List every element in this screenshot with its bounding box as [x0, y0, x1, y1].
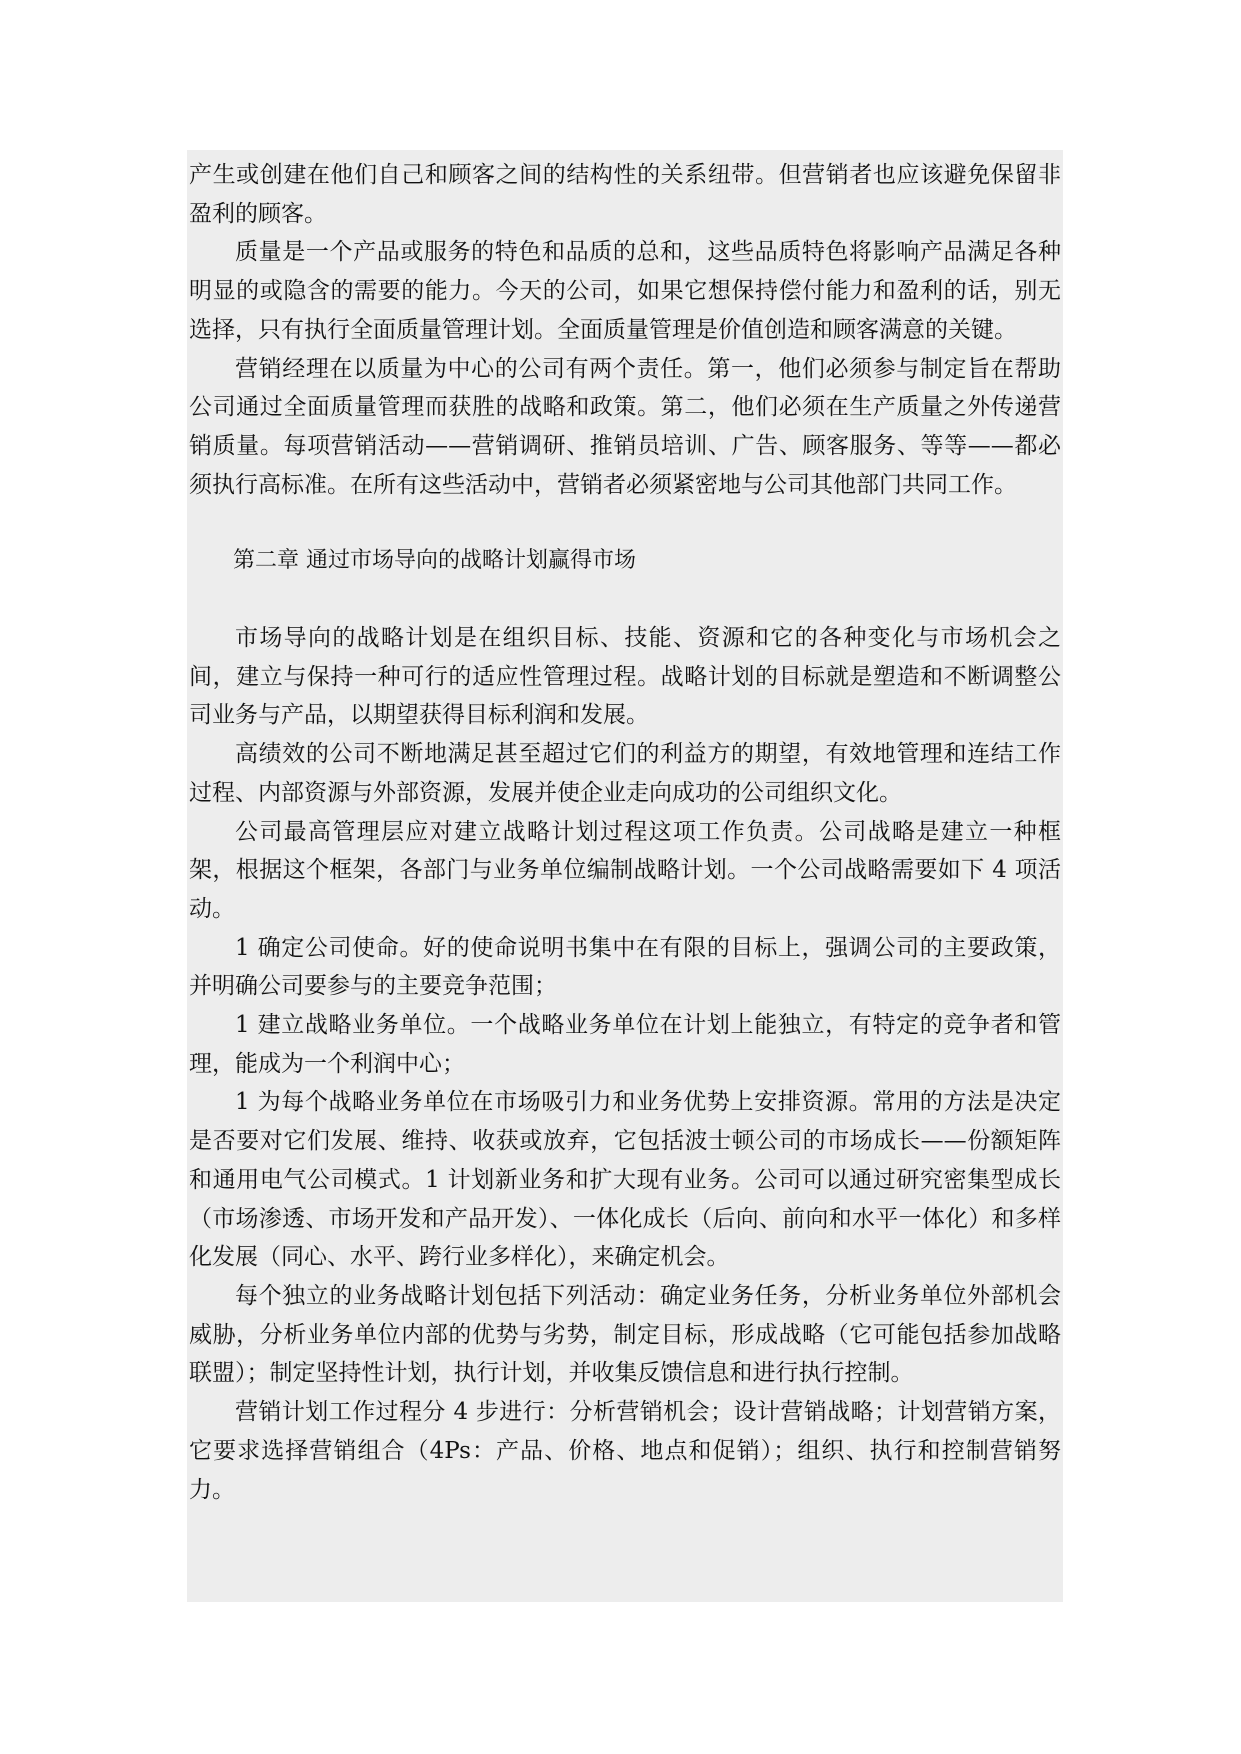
paragraph-marketing-manager-duties: 营销经理在以质量为中心的公司有两个责任。第一，他们必须参与制定旨在帮助公司通过全面质量管理而获胜的战略和政策。第二，他们必须在生产质量之外传递营销质量。每项营销活动——营销调研、推销员培训、广告、顾客服务、等等——都必须执行高标准。在所有这些活动中，营销者必须紧密地与公司其他部门共同工作。 [189, 355, 1061, 498]
paragraph-strategic-planning: 市场导向的战略计划是在组织目标、技能、资源和它的各种变化与市场机会之间，建立与保持一种可行的适应性管理过程。战略计划的目标就是塑造和不断调整公司业务与产品，以期望获得目标利润和发展。 [189, 625, 1061, 729]
chapter-title: 第二章 通过市场导向的战略计划赢得市场 [233, 548, 636, 574]
paragraph-corporate-strategy: 公司最高管理层应对建立战略计划过程这项工作负责。公司战略是建立一种框架，根据这个框架，各部门与业务单位编制战略计划。一个公司战略需要如下 4 项活动。 [189, 818, 1061, 922]
paragraph-quality-definition: 质量是一个产品或服务的特色和品质的总和，这些品质特色将影响产品满足各种明显的或隐含的需要的能力。今天的公司，如果它想保持偿付能力和盈利的话，别无选择，只有执行全面质量管理计划。全面质量管理是价值创造和顾客满意的关键。 [189, 239, 1061, 343]
paragraph-allocate-resources: 1 为每个战略业务单位在市场吸引力和业务优势上安排资源。常用的方法是决定是否要对它们发展、维持、收获或放弃，它包括波士顿公司的市场成长——份额矩阵和通用电气公司模式。1 计划新业务和扩大现有业务。公司可以通过研究密集型成长（市场渗透、市场开发和产品开发）、一体化成长（后向、前向和水平一体化）和多样化发展（同心、水平、跨行业多样化），来确定机会。 [189, 1089, 1061, 1271]
paragraph-high-performance-company: 高绩效的公司不断地满足甚至超过它们的利益方的期望，有效地管理和连结工作过程、内部资源与外部资源，发展并使企业走向成功的公司组织文化。 [189, 741, 1061, 806]
paragraph-strategic-business-units: 1 建立战略业务单位。一个战略业务单位在计划上能独立，有特定的竞争者和管理，能成为一个利润中心； [189, 1012, 1061, 1077]
paragraph-business-strategy-plan: 每个独立的业务战略计划包括下列活动：确定业务任务，分析业务单位外部机会威胁，分析业务单位内部的优势与劣势，制定目标，形成战略（它可能包括参加战略联盟）；制定坚持性计划，执行计划，并收集反馈信息和进行执行控制。 [189, 1282, 1061, 1387]
paragraph-marketing-process: 营销计划工作过程分 4 步进行：分析营销机会；设计营销战略；计划营销方案，它要求选择营销组合（4Ps：产品、价格、地点和促销）；组织、执行和控制营销努力。 [189, 1399, 1061, 1503]
paragraph-define-mission: 1 确定公司使命。好的使命说明书集中在有限的目标上，强调公司的主要政策，并明确公司要参与的主要竞争范围； [189, 934, 1061, 1000]
document-page [187, 150, 1063, 1602]
paragraph-relationship-bonds: 产生或创建在他们自己和顾客之间的结构性的关系纽带。但营销者也应该避免保留非盈利的顾客。 [189, 162, 1061, 227]
